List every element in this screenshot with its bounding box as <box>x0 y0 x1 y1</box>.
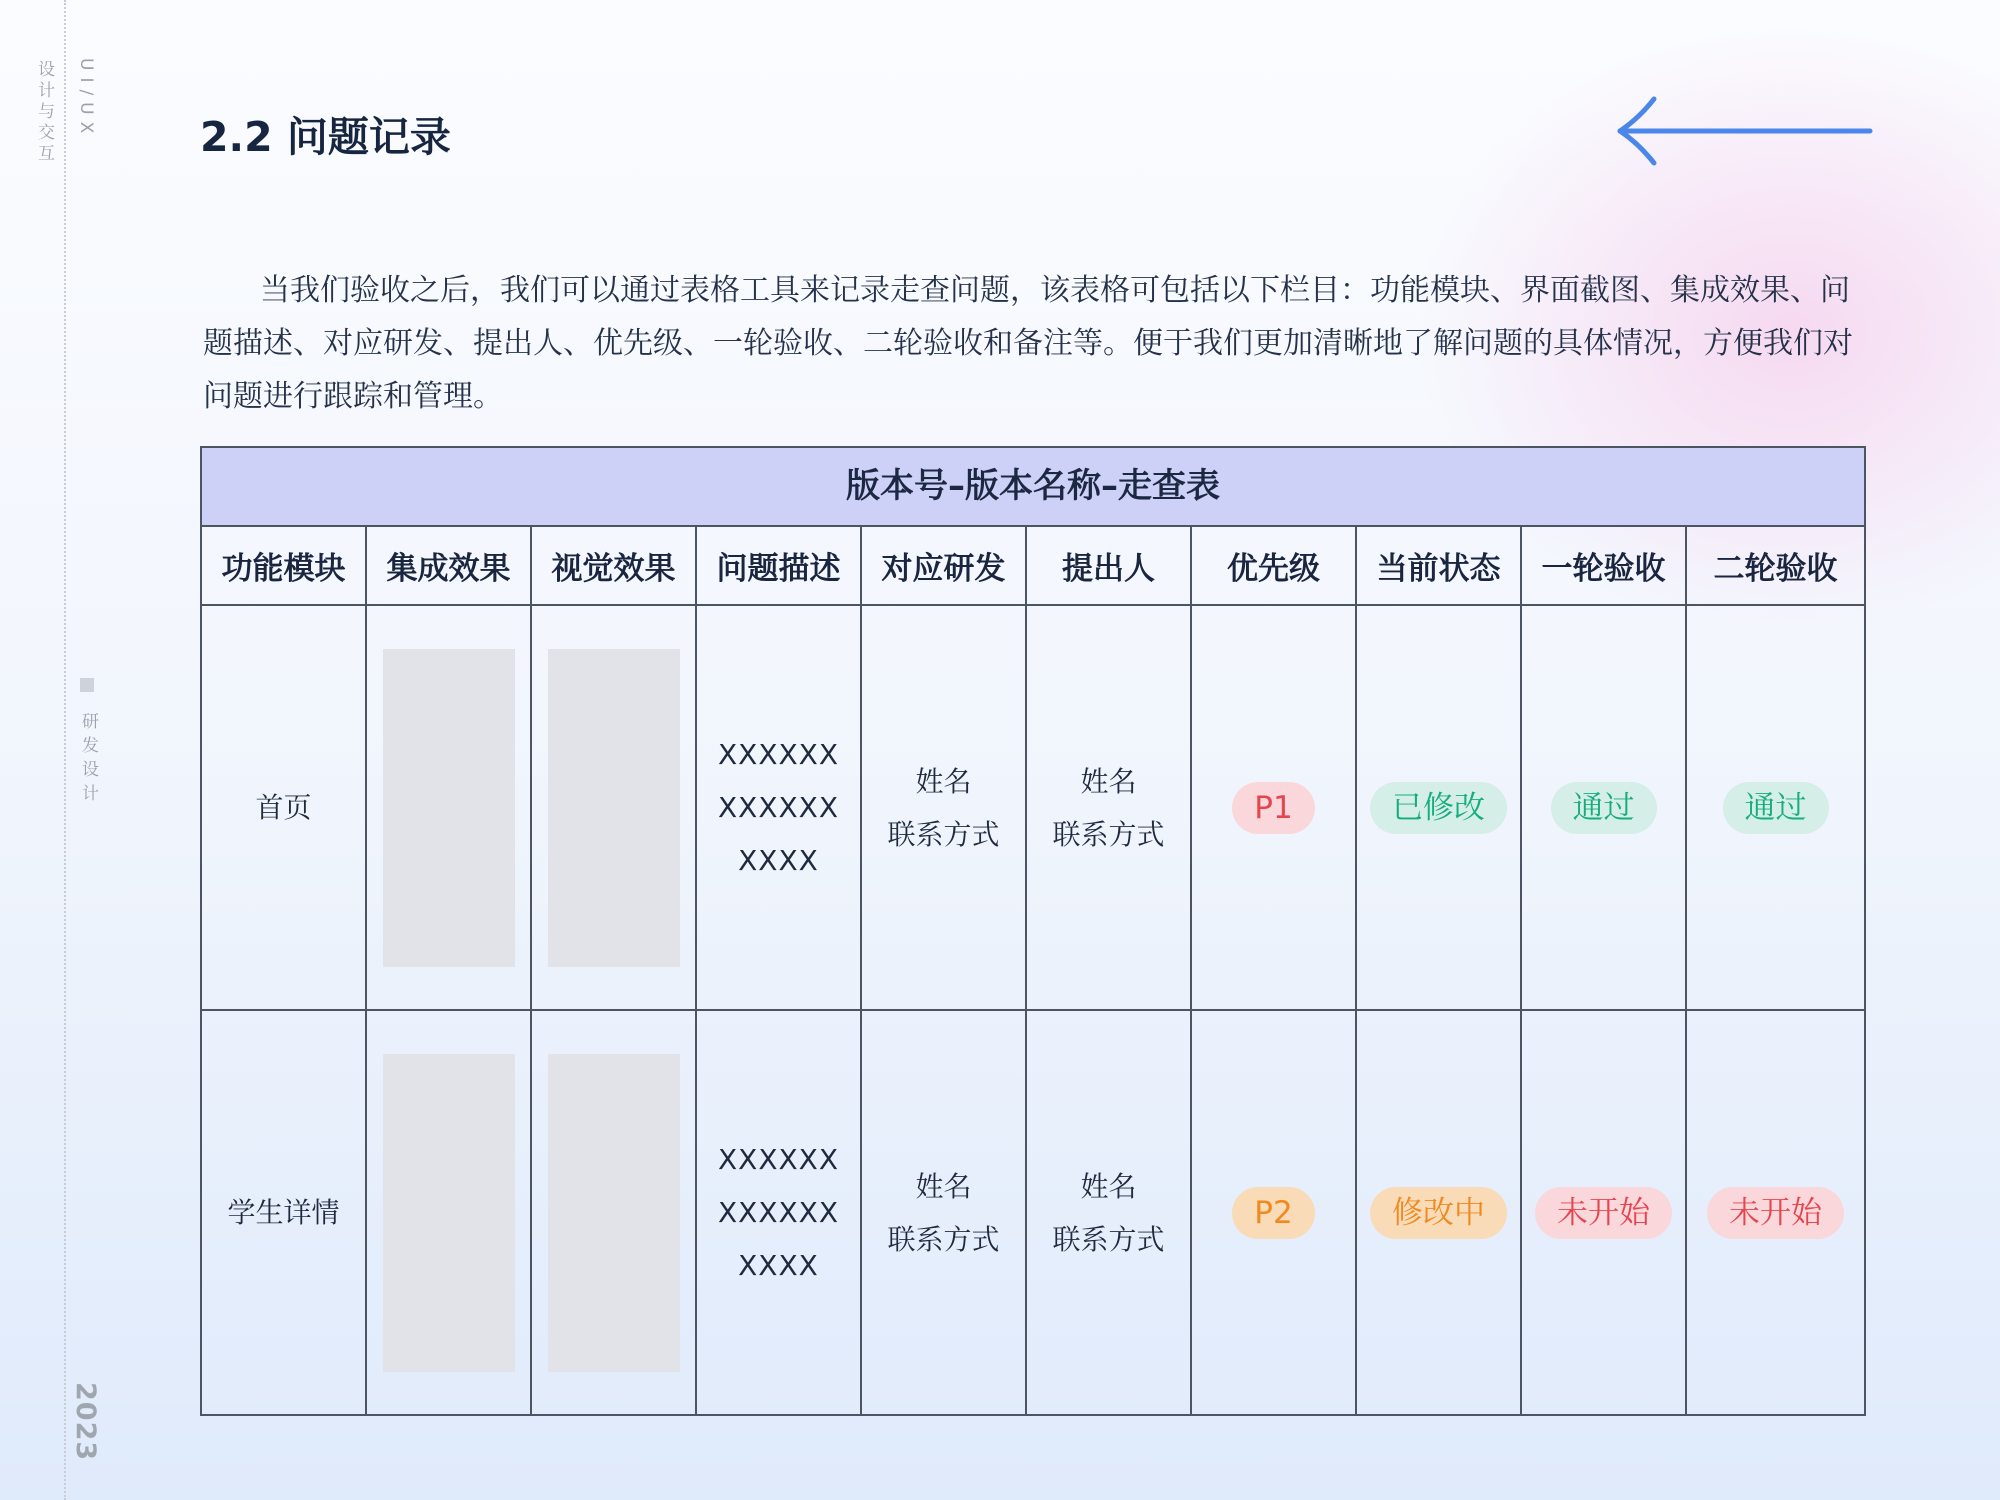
table-title: 版本号–版本名称–走查表 <box>202 448 1864 527</box>
description-line: XXXXXX <box>717 738 840 771</box>
visual-screenshot-placeholder <box>548 1054 680 1372</box>
round1-badge: 通过 <box>1551 782 1657 834</box>
column-header-integration: 集成效果 <box>367 527 532 604</box>
arrow-left-icon <box>1612 96 1874 166</box>
description-line: XXXXXX <box>717 1196 840 1229</box>
reporter-cell <box>1027 1011 1192 1414</box>
integration-cell <box>367 1011 532 1414</box>
round1-cell <box>1522 1011 1687 1414</box>
developer-name: 姓名 <box>915 764 972 798</box>
sidebar-section-label: 研发设计 <box>78 712 98 808</box>
sidebar-category-en: UI/UX <box>76 58 96 141</box>
description-cell <box>697 1011 862 1414</box>
column-header-developer: 对应研发 <box>862 527 1027 604</box>
intro-paragraph: 当我们验收之后，我们可以通过表格工具来记录走查问题，该表格可包括以下栏目：功能模块、界面截图、集成效果、问题描述、对应研发、提出人、优先级、一轮验收、二轮验收和备注等。便于我们更加清晰地了解问题的具体情况，方便我们对问题进行跟踪和管理。 <box>203 273 1853 414</box>
round2-cell <box>1687 1011 1864 1414</box>
reporter-cell <box>1027 606 1192 1009</box>
reporter-name: 姓名 <box>1080 1169 1137 1203</box>
description-line: XXXXXX <box>717 1143 840 1176</box>
developer-cell <box>862 606 1027 1009</box>
developer-contact: 联系方式 <box>887 1222 1000 1256</box>
column-header-visual: 视觉效果 <box>532 527 697 604</box>
column-header-reporter: 提出人 <box>1027 527 1192 604</box>
integration-screenshot-placeholder <box>383 1054 515 1372</box>
round1-cell <box>1522 606 1687 1009</box>
column-header-status: 当前状态 <box>1357 527 1522 604</box>
status-cell <box>1357 1011 1522 1414</box>
back-button[interactable] <box>1612 96 1874 166</box>
description-cell <box>697 606 862 1009</box>
description-line: XXXXXX <box>717 791 840 824</box>
table-row <box>202 1009 1864 1414</box>
visual-cell <box>532 606 697 1009</box>
integration-screenshot-placeholder <box>383 649 515 967</box>
sidebar-divider <box>64 0 66 1500</box>
reporter-contact: 联系方式 <box>1052 1222 1165 1256</box>
sidebar-year: 2023 <box>70 1382 101 1462</box>
module-cell: 学生详情 <box>202 1011 367 1414</box>
page-title: 2.2 问题记录 <box>200 113 451 161</box>
status-cell <box>1357 606 1522 1009</box>
inspection-table <box>200 446 1866 1416</box>
sidebar-section-marker <box>80 678 94 692</box>
visual-cell <box>532 1011 697 1414</box>
module-cell: 首页 <box>202 606 367 1009</box>
developer-contact: 联系方式 <box>887 817 1000 851</box>
integration-cell <box>367 606 532 1009</box>
developer-name: 姓名 <box>915 1169 972 1203</box>
round2-badge: 通过 <box>1723 782 1829 834</box>
column-header-round1: 一轮验收 <box>1522 527 1687 604</box>
status-badge: 修改中 <box>1370 1187 1507 1239</box>
priority-cell <box>1192 1011 1357 1414</box>
column-header-module: 功能模块 <box>202 527 367 604</box>
priority-badge: P1 <box>1232 782 1314 834</box>
priority-badge: P2 <box>1232 1187 1314 1239</box>
table-row <box>202 606 1864 1009</box>
description-line: XXXX <box>738 1249 819 1282</box>
developer-cell <box>862 1011 1027 1414</box>
round2-cell <box>1687 606 1864 1009</box>
column-header-priority: 优先级 <box>1192 527 1357 604</box>
reporter-name: 姓名 <box>1080 764 1137 798</box>
round1-badge: 未开始 <box>1535 1187 1672 1239</box>
status-badge: 已修改 <box>1370 782 1507 834</box>
table-header-row <box>202 527 1864 606</box>
reporter-contact: 联系方式 <box>1052 817 1165 851</box>
description-line: XXXX <box>738 844 819 877</box>
column-header-round2: 二轮验收 <box>1713 551 1838 587</box>
column-header-description: 问题描述 <box>697 527 862 604</box>
visual-screenshot-placeholder <box>548 649 680 967</box>
round2-badge: 未开始 <box>1707 1187 1844 1239</box>
sidebar-category-cn: 设计与交互 <box>34 60 54 165</box>
priority-cell <box>1192 606 1357 1009</box>
